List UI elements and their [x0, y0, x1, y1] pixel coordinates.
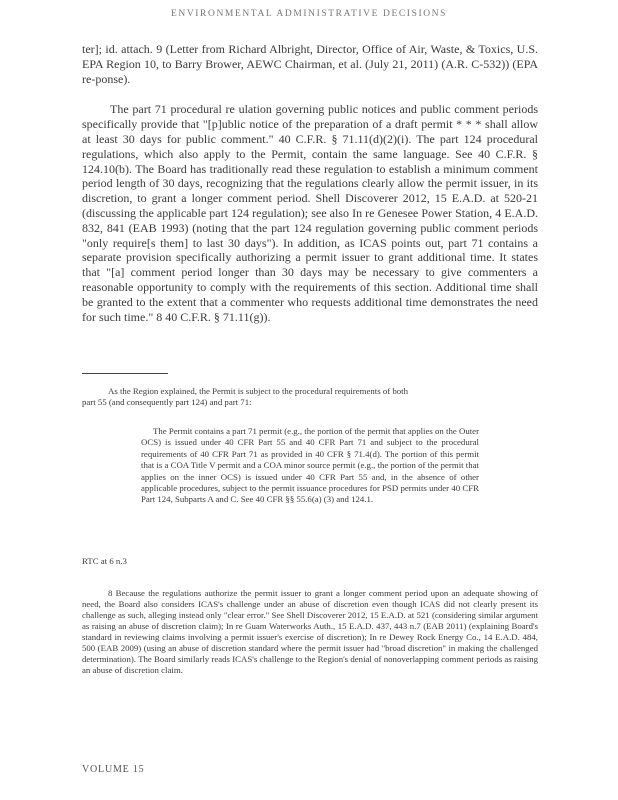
footnote-7	[82, 386, 538, 408]
page-footer-volume: VOLUME 15	[82, 764, 145, 775]
block-quote	[141, 426, 479, 506]
block-quote-text: The Permit contains a part 71 permit (e.g., the portion of the permit that applies on the Outer OCS) is issued under 40 CFR Part 55 and 40 CFR Part 71 and subject to the procedural requirements of 40 CFR Part 71 as provided in 40 CFR § 71.4(d). The portion of this permit that is a COA Title V permit and a COA minor source permit (e.g., the portion of the permit that applies on the inner OCS) is issued under 40 CFR Part 55 and, in the absence of other applicable procedures, subject to the permit issuance procedures for PSD permits under 40 CFR Part 124, Subparts A and C. See 40 CFR §§ 55.6(a) (3) and 124.1.	[141, 426, 479, 505]
footnote-7-line-1: As the Region explained, the Permit is subject to the procedural requirements of both	[108, 386, 408, 396]
quote-citation: RTC at 6 n.3	[82, 556, 127, 566]
footnote-8-text: 8 Because the regulations authorize the permit issuer to grant a longer comment period upon an adequate showing of need, the Board also considers ICAS's challenge under an abuse of discretion even though ICAS did not clearly present its challenge as such, alleging instead only "clear error." See Shell Discoverer 2012, 15 E.A.D. at 521 (considering similar argument as raising an abuse of discretion claim); In re Guam Waterworks Auth., 15 E.A.D. 437, 443 n.7 (EAB 2011) (explaining Board's standard in reviewing claims involving a permit issuer's exercise of discretion); In re Dewey Rock Energy Co., 14 E.A.D. 484, 500 (EAB 2009) (using an abuse of discretion standard where the permit issuer had "broad discretion" in making the challenged determination). The Board similarly reads ICAS's challenge to the Region's denial of nonoverlapping comment periods as raising an abuse of discretion claim.	[82, 588, 538, 675]
running-head: ENVIRONMENTAL ADMINISTRATIVE DECISIONS	[170, 9, 448, 19]
footnote-8	[82, 588, 538, 676]
paragraph-1: ter]; id. attach. 9 (Letter from Richard Albright, Director, Office of Air, Waste, & Toxics, U.S. EPA Region 10, to Barry Brower, AEWC Chairman, et al. (July 21, 2011) (A.R. C-532)) (EPA re-ponse).	[82, 42, 538, 86]
paragraph-2: The part 71 procedural re ulation governing public notices and public comment periods specifically provide that "[p]ublic notice of the preparation of a draft permit * * * shall allow at least 30 days for public comment." 40 C.F.R. § 71.11(d)(2)(i). The part 124 procedural regulations, which also apply to the Permit, contain the same language. See 40 C.F.R. § 124.10(b). The Board has traditionally read these regulation to establish a minimum comment period length of 30 days, recognizing that the regulations clearly allow the permit issuer, in its discretion, to grant a longer comment period. Shell Discoverer 2012, 15 E.A.D. at 520-21 (discussing the applicable part 124 regulation); see also In re Genesee Power Station, 4 E.A.D. 832, 841 (EAB 1993) (noting that the part 124 regulation governing public comment periods "only require[s them] to last 30 days"). In addition, as ICAS points out, part 71 contains a separate provision specifically authorizing a permit issuer to grant additional time. It states that "[a] comment period longer than 30 days may be necessary to give commenters a reasonable opportunity to comply with the requirements of this section. Additional time shall be granted to the extent that a commenter who requests additional time demonstrates the need for such time." 8 40 C.F.R. § 71.11(g)).	[82, 102, 538, 324]
footnote-7-line-2: part 55 (and consequently part 124) and part 71:	[82, 397, 252, 407]
footnote-rule	[82, 373, 168, 374]
main-text	[82, 42, 538, 324]
